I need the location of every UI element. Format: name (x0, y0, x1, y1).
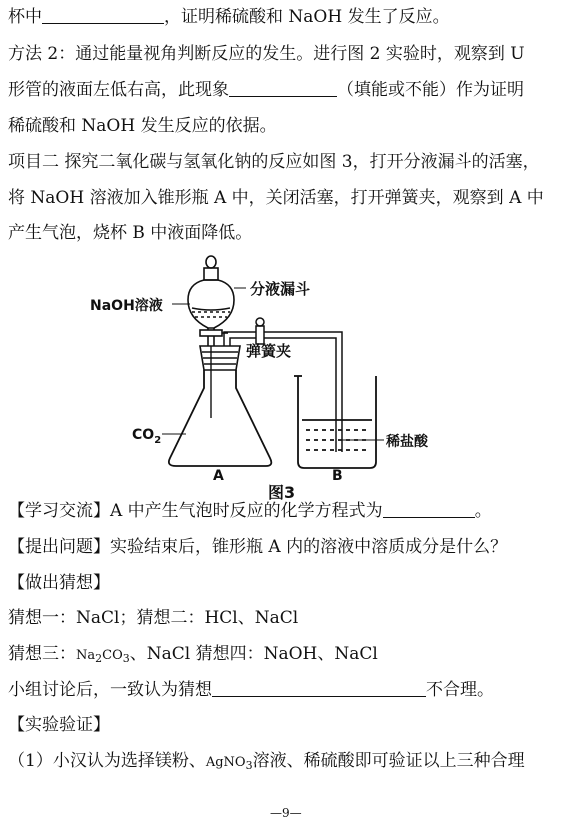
line-4: 稀硫酸和 NaOH 发生反应的依据。 (8, 116, 277, 136)
text: （填能或不能）作为证明 (337, 80, 524, 100)
figure-caption: 图3 (268, 483, 296, 502)
label-hcl: 稀盐酸 (386, 434, 428, 450)
label-naoh-solution: NaOH溶液 (90, 298, 163, 314)
line-5: 项目二 探究二氧化碳与氢氧化钠的反应如图 3，打开分液漏斗的活塞， (8, 152, 540, 172)
text: ，证明稀硫酸和 NaOH 发生了反应。 (164, 7, 450, 27)
answer-blank[interactable] (229, 80, 337, 97)
line-14: 【实验验证】 (8, 715, 110, 735)
line-15 (8, 750, 525, 777)
line-6: 将 NaOH 溶液加入锥形瓶 A 中，关闭活塞，打开弹簧夹，观察到 A 中 (8, 188, 544, 208)
line-8 (8, 500, 492, 522)
text: 溶液、稀硫酸即可验证以上三种合理 (252, 751, 525, 771)
label-leaders (162, 288, 384, 440)
formula: CO (102, 648, 123, 663)
label-funnel: 分液漏斗 (250, 280, 311, 298)
text: 小组讨论后，一致认为猜想 (8, 680, 212, 700)
text: 。 (474, 501, 492, 521)
label-a: A (213, 468, 224, 484)
label-co2: $CO_2$ (132, 427, 162, 446)
text: 【学习交流】A 中产生气泡时反应的化学方程式为 (8, 501, 383, 521)
line-10: 【做出猜想】 (8, 573, 110, 593)
line-12 (8, 643, 378, 670)
text: （1）小汉认为选择镁粉、 (8, 751, 206, 771)
stopper (200, 346, 240, 370)
text: 不合理。 (426, 680, 494, 700)
text: 形管的液面左低右高，此现象 (8, 80, 229, 100)
subscript: 2 (95, 652, 103, 665)
answer-blank[interactable] (212, 680, 426, 697)
label-b: B (332, 468, 343, 484)
line-7: 产生气泡，烧杯 B 中液面降低。 (8, 223, 253, 243)
line-13 (8, 679, 494, 701)
answer-blank[interactable] (383, 501, 475, 518)
line-9: 【提出问题】实验结束后，锥形瓶 A 内的溶液中溶质成分是什么？ (8, 537, 508, 557)
delivery-tube (224, 318, 342, 452)
answer-blank[interactable] (42, 7, 164, 24)
text: 、NaCl 猜想四：NaOH、NaCl (129, 644, 378, 664)
apparatus-figure-3 (80, 252, 428, 502)
formula: AgNO (205, 755, 246, 770)
line-3 (8, 79, 524, 101)
text: 猜想三： (8, 644, 76, 664)
text: 杯中 (8, 7, 42, 27)
subscript: 3 (245, 759, 253, 772)
line-1 (8, 6, 450, 28)
line-2: 方法 2：通过能量视角判断反应的发生。进行图 2 实验时，观察到 U (8, 44, 525, 64)
label-spring-clamp: 弹簧夹 (246, 342, 292, 360)
subscript: 3 (122, 652, 130, 665)
line-11: 猜想一：NaCl；猜想二：HCl、NaCl (8, 608, 299, 628)
formula: Na (76, 648, 96, 663)
page-number: —9— (270, 806, 302, 820)
beaker-b (294, 376, 376, 468)
